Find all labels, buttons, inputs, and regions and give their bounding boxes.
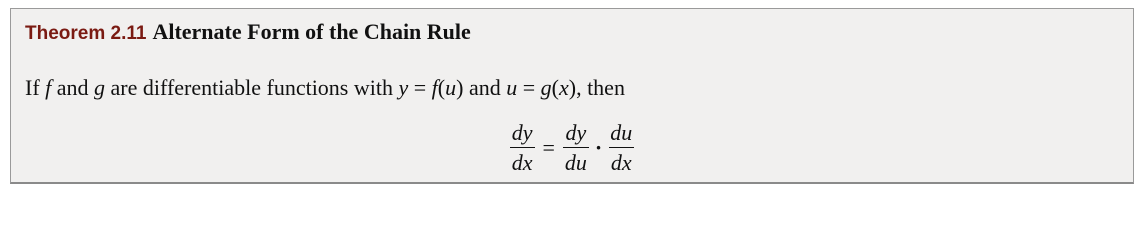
fraction-dy-dx (510, 121, 535, 174)
theorem-title: Alternate Form of the Chain Rule (152, 19, 471, 44)
statement-text: If (25, 75, 46, 100)
statement-text: and (51, 75, 95, 100)
statement-text: are differentiable functions with (105, 75, 399, 100)
fraction-numerator: dy (511, 120, 533, 145)
theorem-box (10, 8, 1134, 184)
math-equals: = (517, 75, 541, 100)
math-var-f: f (45, 75, 52, 100)
theorem-header (25, 19, 471, 45)
fraction-numerator: dy (565, 120, 587, 145)
math-paren: ) (456, 75, 464, 100)
chain-rule-formula (11, 121, 1133, 174)
fraction-du-dx (608, 121, 634, 174)
math-equals: = (408, 75, 432, 100)
math-var-g: g (540, 75, 552, 100)
theorem-label: Theorem 2.11 (25, 23, 147, 44)
math-equals: = (542, 134, 555, 160)
fraction-numerator: du (610, 120, 633, 145)
fraction-denominator: dx (609, 147, 634, 174)
math-var-g: g (94, 75, 106, 100)
theorem-statement (25, 75, 625, 101)
statement-text: and (463, 75, 507, 100)
math-var-u: u (445, 75, 457, 100)
statement-text: , then (576, 75, 625, 100)
math-var-u: u (506, 75, 518, 100)
math-paren: ( (551, 75, 559, 100)
fraction-denominator: du (563, 147, 589, 174)
math-var-x: x (558, 75, 569, 100)
math-var-y: y (398, 75, 409, 100)
fraction-dy-du (563, 121, 589, 174)
fraction-denominator: dx (510, 147, 535, 174)
math-var-f: f (431, 75, 438, 100)
math-paren: ( (437, 75, 446, 100)
math-paren: ) (568, 75, 577, 100)
math-dot: · (594, 134, 603, 160)
